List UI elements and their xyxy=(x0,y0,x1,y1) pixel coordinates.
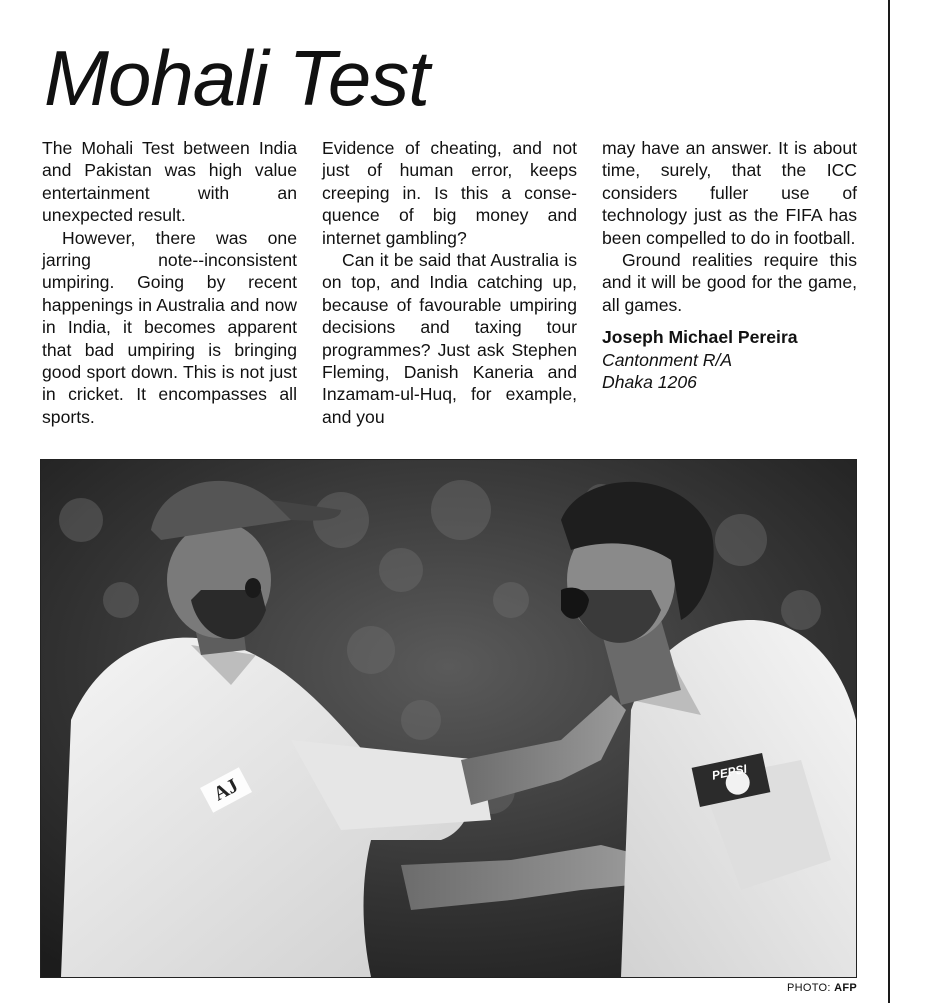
photo-credit xyxy=(787,982,857,994)
armband-logo-text: PEPSI xyxy=(710,761,749,783)
paragraph: may have an answer. It is about time, surely, that the ICC considers fuller use of technology just as the FIFA has been compelled to do in football. xyxy=(602,138,857,248)
page-edge-rule xyxy=(888,0,890,1003)
photo-credit-prefix: PHOTO: xyxy=(786,982,831,994)
photo-illustration xyxy=(41,460,856,977)
cricket-celebration-photo xyxy=(40,459,857,978)
page-title: Mohali Test xyxy=(44,34,429,122)
paragraph: Can it be said that Australia is on top, and India catching up, because of favourable umpiring decisions and taxing tour programmes? Just ask Stephen Fleming, Danish Kaneria and Inzamam-ul-Huq, for example, and you xyxy=(322,250,577,427)
article-column-1 xyxy=(42,137,297,428)
author-address-line: Cantonment R/A xyxy=(602,349,733,370)
author-name: Joseph Michael Pereira xyxy=(602,327,798,348)
paragraph: Ground realities require this and it will be good for the game, all games. xyxy=(602,250,857,315)
shirt-logo-text: AJ xyxy=(210,774,242,806)
paragraph: However, there was one jarring note--inconsistent umpiring. Going by recent happenings in Australia and now in India, it becomes apparent that bad umpiring is bringing good sport down. This is not just in cricket. It encompasses all sports. xyxy=(42,227,297,427)
article-column-2 xyxy=(322,137,577,428)
author-address-line: Dhaka 1206 xyxy=(602,372,697,393)
article-column-3 xyxy=(602,137,857,393)
paragraph: Evidence of cheating, and not just of human error, keeps creeping in. Is this a consequence of big money and internet gambling? xyxy=(322,138,577,248)
author-signoff xyxy=(602,326,857,393)
paragraph: The Mohali Test between India and Pakistan was high value entertainment with an unexpected result. xyxy=(42,138,297,226)
photo-credit-source: AFP xyxy=(834,982,857,994)
